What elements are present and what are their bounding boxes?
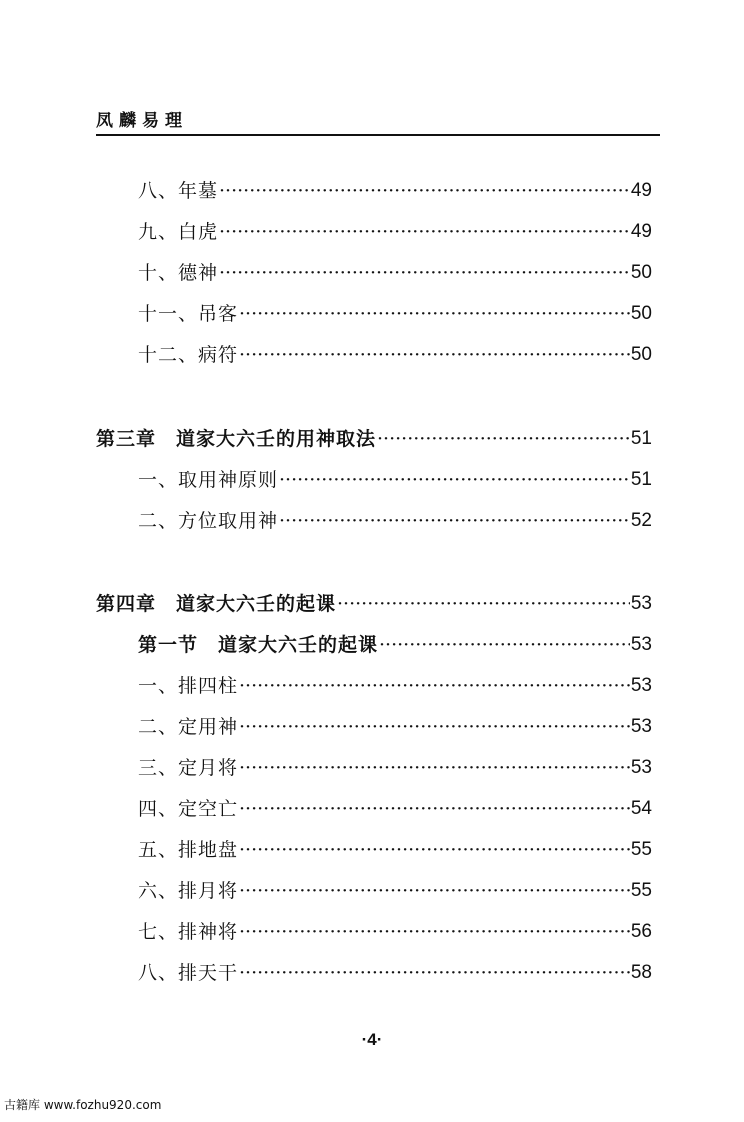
- toc-entry[interactable]: [138, 461, 652, 491]
- toc-section-label: 第一节 道家大六壬的起课: [138, 634, 379, 656]
- toc-entry-page: 53: [630, 757, 652, 778]
- toc-leader-dots: [239, 798, 630, 820]
- toc-entry-label: 八、排天干: [138, 962, 239, 984]
- toc-leader-dots: [219, 180, 630, 202]
- toc-leader-dots: [239, 880, 630, 902]
- toc-entry-page: 50: [630, 344, 652, 365]
- toc-entry-page: 50: [630, 262, 652, 283]
- toc-entry-page: 55: [630, 839, 652, 860]
- toc-entry[interactable]: [138, 790, 652, 820]
- toc-entry-page: 49: [630, 180, 652, 201]
- toc-entry[interactable]: [138, 502, 652, 532]
- toc-entry-label: 十、德神: [138, 262, 219, 284]
- toc-chapter-entry[interactable]: [96, 585, 652, 615]
- toc-entry-label: 十二、病符: [138, 344, 239, 366]
- toc-entry[interactable]: [138, 954, 652, 984]
- toc-leader-dots: [239, 344, 630, 366]
- toc-entry[interactable]: [138, 295, 652, 325]
- toc-leader-dots: [239, 921, 630, 943]
- toc-leader-dots: [239, 839, 630, 861]
- toc-entry-page: 53: [630, 675, 652, 696]
- toc-entry-page: 52: [630, 510, 652, 531]
- toc-entry-page: 56: [630, 921, 652, 942]
- toc-chapter-entry[interactable]: [96, 420, 652, 450]
- toc-leader-dots: [219, 262, 630, 284]
- toc-leader-dots: [377, 428, 630, 450]
- toc-entry-label: 九、白虎: [138, 221, 219, 243]
- toc-entry-page: 55: [630, 880, 652, 901]
- toc-entry-page: 53: [630, 593, 652, 614]
- toc-entry[interactable]: [138, 913, 652, 943]
- toc-entry-page: 50: [630, 303, 652, 324]
- toc-section-entry[interactable]: [138, 626, 652, 656]
- toc-entry-label: 四、定空亡: [138, 798, 239, 820]
- book-title: 凤麟易理: [96, 111, 188, 131]
- toc-entry[interactable]: [138, 831, 652, 861]
- toc-entry-page: 53: [630, 716, 652, 737]
- toc-entry-page: 58: [630, 962, 652, 983]
- toc-entry-label: 五、排地盘: [138, 839, 239, 861]
- site-watermark: 古籍库 www.fozhu920.com: [4, 1098, 162, 1112]
- toc-entry-label: 二、方位取用神: [138, 510, 279, 532]
- toc-chapter-label: 第三章 道家大六壬的用神取法: [96, 428, 377, 450]
- toc-entry[interactable]: [138, 872, 652, 902]
- toc-leader-dots: [239, 716, 630, 738]
- toc-entry-label: 六、排月将: [138, 880, 239, 902]
- toc-entry-page: 54: [630, 798, 652, 819]
- toc-leader-dots: [337, 593, 630, 615]
- toc-entry-page: 51: [630, 469, 652, 490]
- toc-entry-label: 十一、吊客: [138, 303, 239, 325]
- toc-leader-dots: [279, 510, 630, 532]
- toc-entry-label: 一、排四柱: [138, 675, 239, 697]
- toc-entry-page: 53: [630, 634, 652, 655]
- toc-leader-dots: [379, 634, 630, 656]
- toc-leader-dots: [239, 303, 630, 325]
- toc-entry[interactable]: [138, 336, 652, 366]
- toc-entry-label: 一、取用神原则: [138, 469, 279, 491]
- page-number: ·4·: [361, 1030, 383, 1049]
- toc-leader-dots: [279, 469, 630, 491]
- toc-entry-label: 八、年墓: [138, 180, 219, 202]
- toc-leader-dots: [219, 221, 630, 243]
- toc-entry[interactable]: [138, 667, 652, 697]
- toc-entry-page: 51: [630, 428, 652, 449]
- toc-entry-page: 49: [630, 221, 652, 242]
- toc-chapter-label: 第四章 道家大六壬的起课: [96, 593, 337, 615]
- toc-entry[interactable]: [138, 749, 652, 779]
- toc-entry[interactable]: [138, 708, 652, 738]
- toc-entry-label: 三、定月将: [138, 757, 239, 779]
- toc-entry[interactable]: [138, 213, 652, 243]
- toc-leader-dots: [239, 757, 630, 779]
- toc-leader-dots: [239, 675, 630, 697]
- toc-leader-dots: [239, 962, 630, 984]
- toc-entry-label: 二、定用神: [138, 716, 239, 738]
- toc-entry[interactable]: [138, 172, 652, 202]
- toc-entry-label: 七、排神将: [138, 921, 239, 943]
- toc-entry[interactable]: [138, 254, 652, 284]
